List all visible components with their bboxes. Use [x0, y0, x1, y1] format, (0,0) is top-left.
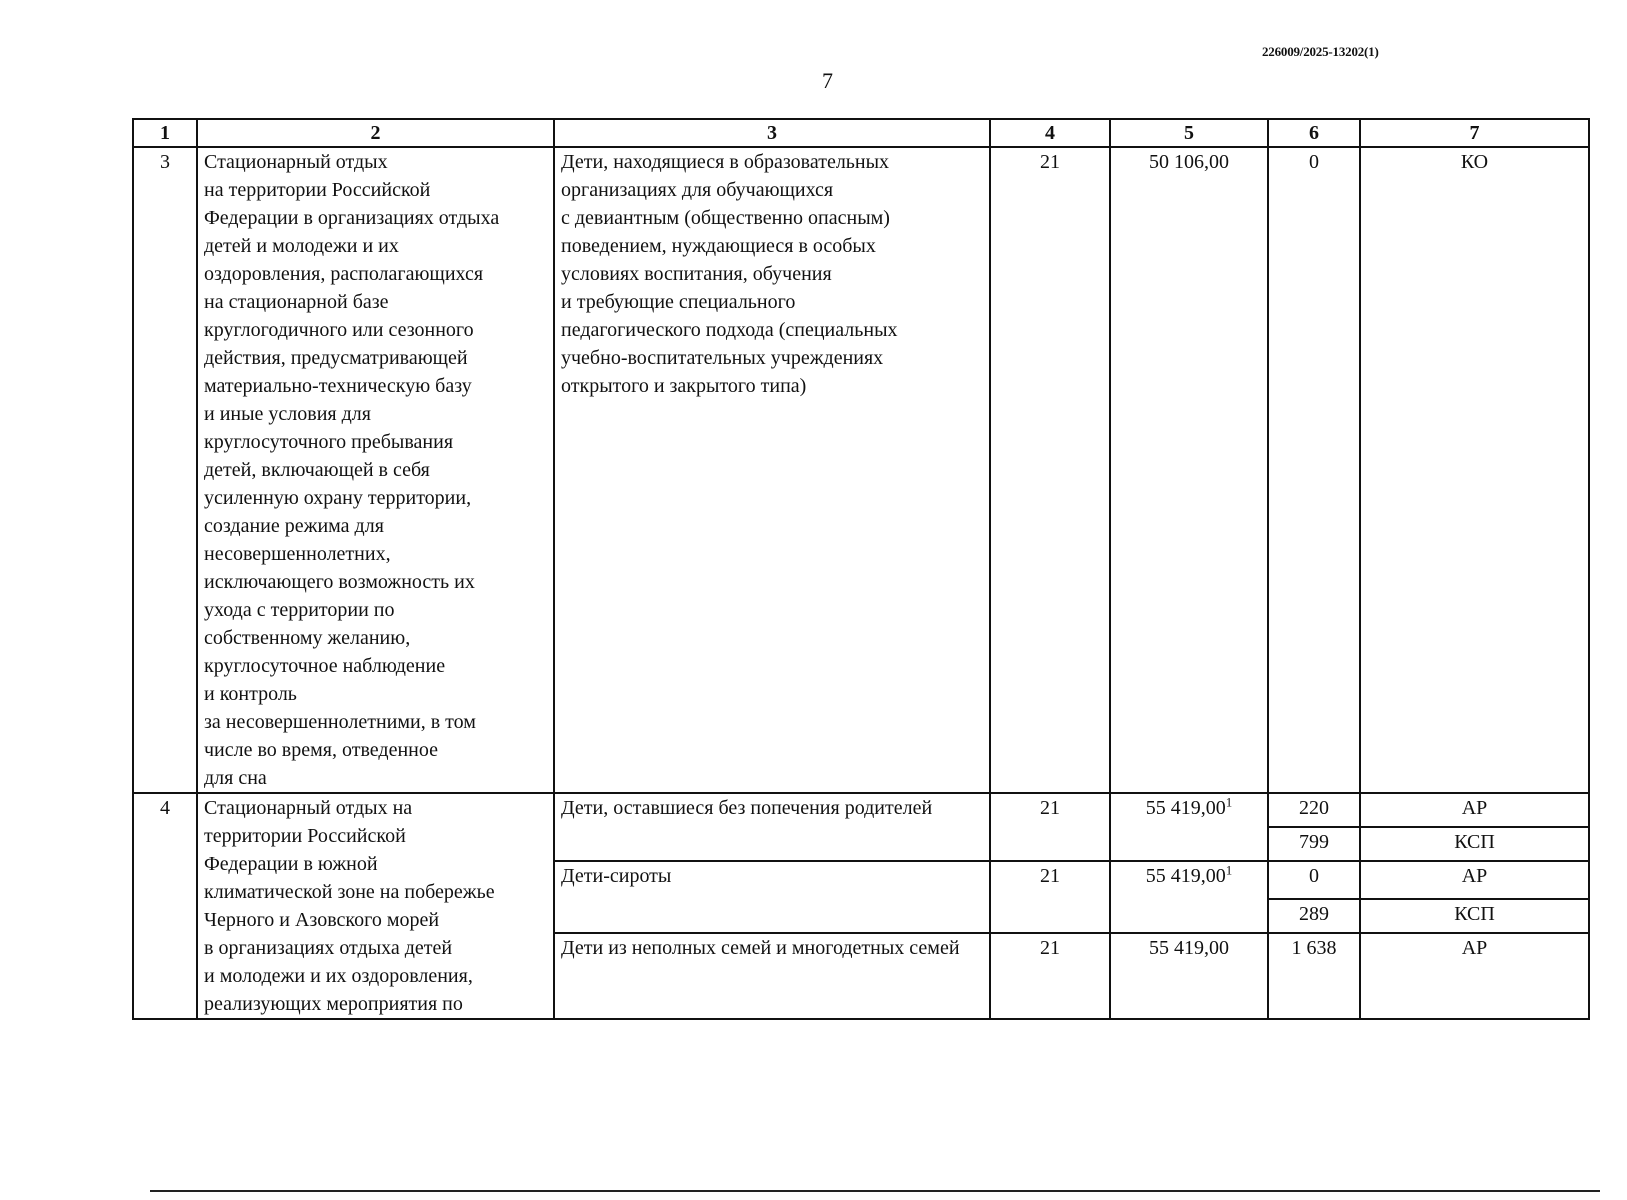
cost-cell: [1110, 861, 1268, 933]
header-row: [133, 119, 1589, 147]
column-header: 7: [1360, 119, 1589, 147]
table-row: [133, 147, 1589, 793]
column-header: 1: [133, 119, 197, 147]
funding-source-cell: КО: [1360, 147, 1589, 793]
column-header: 4: [990, 119, 1110, 147]
row-number: 3: [133, 147, 197, 793]
footnote-marker: 1: [1225, 794, 1233, 810]
document-id: 226009/2025-13202(1): [1262, 44, 1379, 59]
rest-type-cell: Стационарный отдых на территории Российской Федерации в организациях отдыха детей и молодежи и их оздоровления, располагающихся на стационарной базе круглогодичного или сезонного действия, предусматривающей материально-техническую базу и иные условия для круглосуточного пребывания детей, включающей в себя усиленную охрану территории, создание режима для несовершеннолетних, исключающего возможность их ухода с территории по собственному желанию, круглосуточное наблюдение и контроль за несовершеннолетними, в том числе во время, отведенное для сна: [197, 147, 554, 793]
days-cell: 21: [990, 933, 1110, 1019]
funding-source-cell: АР: [1360, 793, 1589, 827]
category-cell: Дети из неполных семей и многодетных семей: [554, 933, 990, 1019]
quantity-cell: 799: [1268, 827, 1360, 861]
category-cell: Дети-сироты: [554, 861, 990, 933]
funding-source-cell: АР: [1360, 933, 1589, 1019]
cost-value: 55 419,00: [1145, 797, 1226, 819]
row-number: 4: [133, 793, 197, 1019]
column-header: 3: [554, 119, 990, 147]
days-cell: 21: [990, 861, 1110, 933]
cost-cell: 50 106,00: [1110, 147, 1268, 793]
column-header: 5: [1110, 119, 1268, 147]
quantity-cell: 0: [1268, 861, 1360, 899]
table-row: [133, 793, 1589, 827]
cost-cell: 55 419,00: [1110, 933, 1268, 1019]
quantity-cell: 1 638: [1268, 933, 1360, 1019]
category-cell: Дети, находящиеся в образовательных организациях для обучающихся с девиантным (общественно опасным) поведением, нуждающиеся в особых условиях воспитания, обучения и требующие специального педагогического подхода (специальных учебно-воспитательных учреждениях открытого и закрытого типа): [554, 147, 990, 793]
category-cell: Дети, оставшиеся без попечения родителей: [554, 793, 990, 861]
footer-divider: [150, 1190, 1600, 1192]
days-cell: 21: [990, 793, 1110, 861]
footnote-marker: 1: [1225, 862, 1233, 878]
cost-cell: [1110, 793, 1268, 861]
column-header: 6: [1268, 119, 1360, 147]
days-cell: 21: [990, 147, 1110, 793]
quantity-cell: 289: [1268, 899, 1360, 933]
rest-type-cell: Стационарный отдых на территории Российской Федерации в южной климатической зоне на побережье Черного и Азовского морей в организациях отдыха детей и молодежи и их оздоровления, реализующих мероприятия по: [197, 793, 554, 1019]
allocation-table: [132, 118, 1590, 1020]
quantity-cell: 220: [1268, 793, 1360, 827]
funding-source-cell: АР: [1360, 861, 1589, 899]
funding-source-cell: КСП: [1360, 899, 1589, 933]
page-number: 7: [822, 68, 833, 93]
column-header: 2: [197, 119, 554, 147]
funding-source-cell: КСП: [1360, 827, 1589, 861]
cost-value: 55 419,00: [1145, 865, 1226, 887]
quantity-cell: 0: [1268, 147, 1360, 793]
